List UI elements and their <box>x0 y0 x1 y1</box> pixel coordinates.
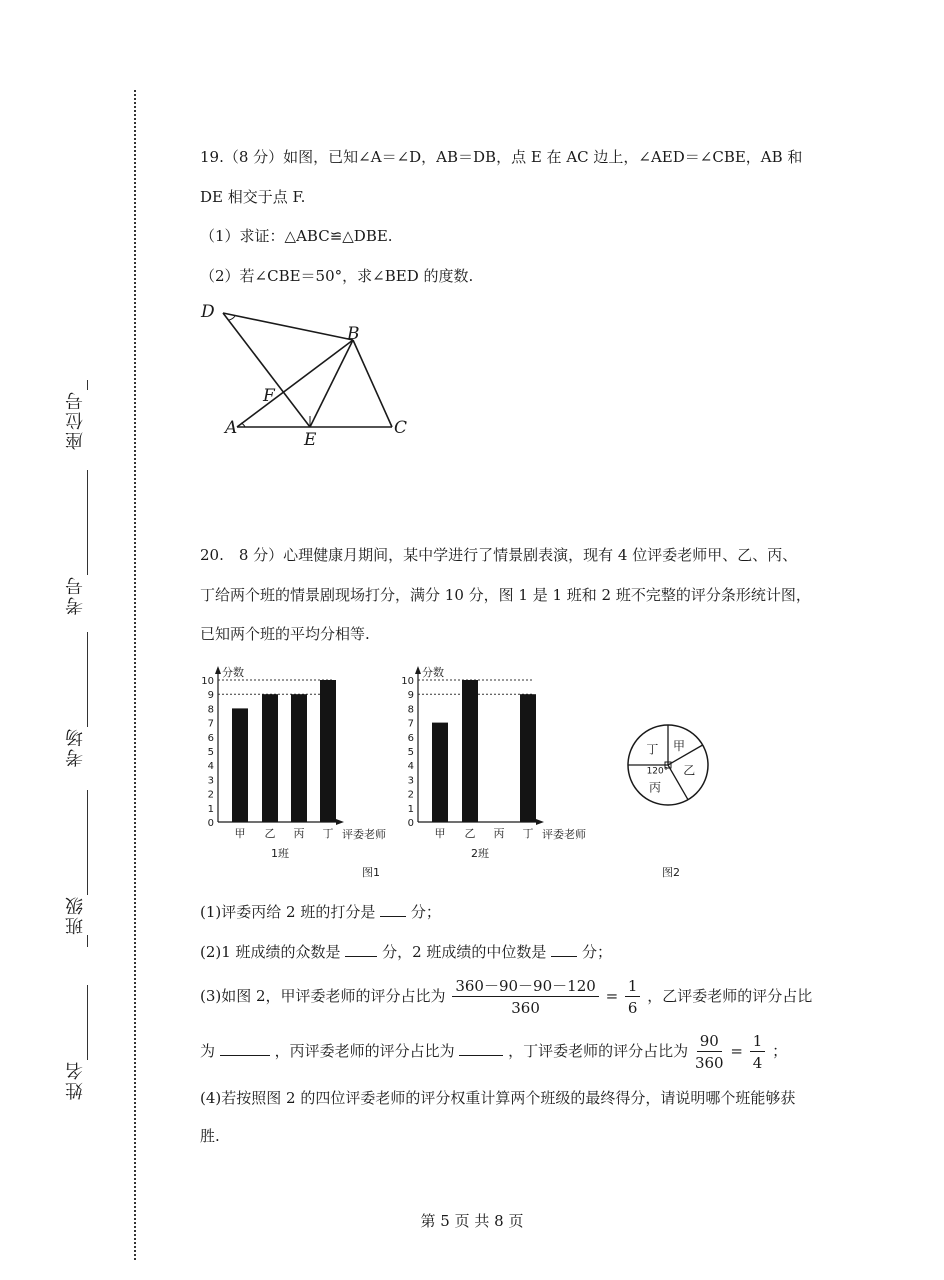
fraction-ding-result-num: 1 <box>750 1031 766 1052</box>
seat-label: 座位号 <box>65 390 86 450</box>
seat-field <box>58 380 94 450</box>
name-field <box>58 985 94 1100</box>
q20-line3: 已知两个班的平均分相等. <box>200 625 370 643</box>
class1-ytick: 5 <box>207 747 214 758</box>
q20-line1: 20. 8 分）心理健康月期间，某中学进行了情景剧表演，现有 4 位评委老师甲、乙、丙、 <box>200 546 798 564</box>
q20-sub3-line2 <box>200 1028 787 1074</box>
angle-mark-d <box>229 316 235 320</box>
class1-ytick: 9 <box>207 690 214 702</box>
class2-ytick: 10 <box>401 676 414 687</box>
pie-chart-weights <box>615 705 725 825</box>
q20-sub2-c: 分； <box>582 943 613 961</box>
class1-bar <box>291 694 307 822</box>
fraction-ding-result-den: 4 <box>752 1053 763 1072</box>
class2-ytick: 9 <box>407 690 414 702</box>
bar-chart-class1 <box>190 660 420 860</box>
segment-de <box>223 313 310 427</box>
class1-ytick: 1 <box>207 803 214 815</box>
q20-sub3-b: ，乙评委老师的评分占比 <box>647 987 813 1005</box>
class2-ytick: 7 <box>407 718 414 730</box>
q20-sub2-a: (2)1 班成绩的众数是 <box>200 943 341 961</box>
class1-ytick: 0 <box>207 818 214 829</box>
q20-sub1 <box>200 902 441 922</box>
class2-ylabel: 分数 <box>422 666 444 679</box>
class2-ytick: 3 <box>407 775 414 787</box>
q19-part1: （1）求证：△ABC≌△DBE. <box>200 227 393 245</box>
page-footer: 第 5 页 共 8 页 <box>420 1212 524 1230</box>
q19-part2: （2）若∠CBE＝50°，求∠BED 的度数. <box>200 267 474 285</box>
class2-bar <box>520 694 536 822</box>
geometry-figure <box>195 295 425 455</box>
q20-sub4-line2: 胜. <box>200 1127 220 1145</box>
exam-number-field <box>58 470 94 615</box>
class2-x-arrow <box>536 819 544 825</box>
class2-bar <box>432 723 448 822</box>
q20-sub2 <box>200 942 612 962</box>
class-line-bottom <box>87 935 88 947</box>
fraction-jia-result <box>625 976 641 1019</box>
class1-ytick: 3 <box>207 775 214 787</box>
pie-angle-annotation: 120° <box>646 766 669 777</box>
q19-line1: 19.（8 分）如图，已知∠A＝∠D，AB＝DB，点 E 在 AC 边上，∠AED＝∠CBE，AB 和 <box>200 148 803 166</box>
class1-bar <box>232 708 248 822</box>
class1-ytick: 4 <box>207 761 214 773</box>
fraction-jia-result-num: 1 <box>625 976 641 997</box>
name-label: 姓名 <box>65 1060 86 1100</box>
class2-category-label: 甲 <box>434 827 446 840</box>
pie-slice-label: 丙 <box>648 780 662 795</box>
q20-sub3-c: 为 <box>200 1042 216 1060</box>
fraction-ding-num: 90 <box>697 1031 722 1052</box>
class2-category-label: 乙 <box>464 827 476 840</box>
exam-number-line <box>87 470 88 575</box>
label-b: B <box>347 324 360 344</box>
class1-category-label: 甲 <box>234 827 246 840</box>
class1-xlabel: 评委老师 <box>342 828 386 841</box>
binding-line <box>134 90 136 1260</box>
class2-category-label: 丁 <box>522 827 534 840</box>
class1-ytick: 10 <box>201 676 214 687</box>
fraction-jia-den: 360 <box>511 998 540 1017</box>
class2-ytick: 5 <box>407 747 414 758</box>
fraction-jia <box>452 976 598 1019</box>
q20-sub3-e: ，丁评委老师的评分占比为 <box>508 1042 689 1060</box>
fig1-caption: 图1 <box>362 866 380 879</box>
label-e: E <box>304 430 317 450</box>
class-field <box>58 790 94 947</box>
pie-slice-label: 丁 <box>646 742 659 757</box>
label-a: A <box>225 418 238 438</box>
class2-xlabel: 评委老师 <box>542 828 586 841</box>
class1-title: 1班 <box>271 847 289 860</box>
class1-bar <box>320 680 336 822</box>
label-c: C <box>394 418 408 438</box>
fraction-ding-den: 360 <box>694 1053 724 1072</box>
class1-x-arrow <box>336 819 344 825</box>
q20-sub3-d: ，丙评委老师的评分占比为 <box>274 1042 455 1060</box>
q20-sub1-a: (1)评委丙给 2 班的打分是 <box>200 903 376 921</box>
class2-title: 2班 <box>471 847 489 860</box>
q20-sub3-a: (3)如图 2，甲评委老师的评分占比为 <box>200 987 446 1005</box>
class2-category-label: 丙 <box>493 827 505 840</box>
class1-category-label: 乙 <box>264 827 276 840</box>
fig2-caption: 图2 <box>662 866 680 879</box>
class1-ytick: 8 <box>207 704 214 716</box>
room-field <box>58 632 94 767</box>
answer-blank-5[interactable] <box>459 1055 503 1056</box>
room-label: 考场 <box>65 727 86 767</box>
class2-ytick: 8 <box>407 704 414 716</box>
class-line <box>87 790 88 895</box>
exam-number-label: 考号 <box>65 575 86 615</box>
equals-1: = <box>605 987 619 1005</box>
answer-blank-4[interactable] <box>220 1055 270 1056</box>
pie-slice-label: 乙 <box>683 763 696 778</box>
class-label: 班级 <box>65 895 86 935</box>
q20-line2: 丁给两个班的情景剧现场打分，满分 10 分，图 1 是 1 班和 2 班不完整的评分条形统计图， <box>200 586 811 604</box>
class2-ytick: 1 <box>407 803 414 815</box>
name-line <box>87 985 88 1060</box>
class2-ytick: 2 <box>407 789 414 801</box>
pie-slice-label: 甲 <box>672 738 686 753</box>
answer-blank-1[interactable] <box>380 916 406 917</box>
q20-sub4-line1: (4)若按照图 2 的四位评委老师的评分权重计算两个班级的最终得分，请说明哪个班能够获 <box>200 1089 796 1107</box>
equals-2: = <box>730 1042 743 1060</box>
class1-category-label: 丁 <box>322 827 334 840</box>
class1-category-label: 丙 <box>293 827 305 840</box>
class1-ytick: 6 <box>207 732 214 744</box>
q20-sub1-b: 分； <box>410 903 441 921</box>
segment-bc <box>353 340 392 427</box>
class1-ytick: 2 <box>207 789 214 801</box>
class2-ytick: 4 <box>407 761 414 773</box>
answer-blank-2[interactable] <box>345 956 377 957</box>
class1-ylabel: 分数 <box>222 666 244 679</box>
q20-sub2-b: 分，2 班成绩的中位数是 <box>382 943 547 961</box>
q20-sub3-line1 <box>200 973 812 1019</box>
fraction-jia-num: 360－90－90－120 <box>452 976 598 997</box>
class1-bar <box>262 694 278 822</box>
q19-line2: DE 相交于点 F. <box>200 188 306 206</box>
answer-blank-3[interactable] <box>551 956 577 957</box>
class1-ytick: 7 <box>207 718 214 730</box>
fraction-ding-result <box>750 1031 766 1074</box>
class2-ytick: 0 <box>407 818 414 829</box>
segment-db <box>223 313 353 340</box>
class2-y-arrow <box>415 666 421 674</box>
label-f: F <box>263 386 275 406</box>
class2-bar <box>462 680 478 822</box>
seat-line <box>87 380 88 390</box>
fraction-jia-result-den: 6 <box>627 998 638 1017</box>
fraction-ding <box>695 1031 724 1074</box>
segment-be <box>310 340 353 427</box>
room-line <box>87 632 88 727</box>
class2-ytick: 6 <box>407 732 414 744</box>
q20-sub3-end: ； <box>772 1042 788 1060</box>
label-d: D <box>201 302 215 322</box>
class1-y-arrow <box>215 666 221 674</box>
bar-chart-class2 <box>390 660 620 860</box>
